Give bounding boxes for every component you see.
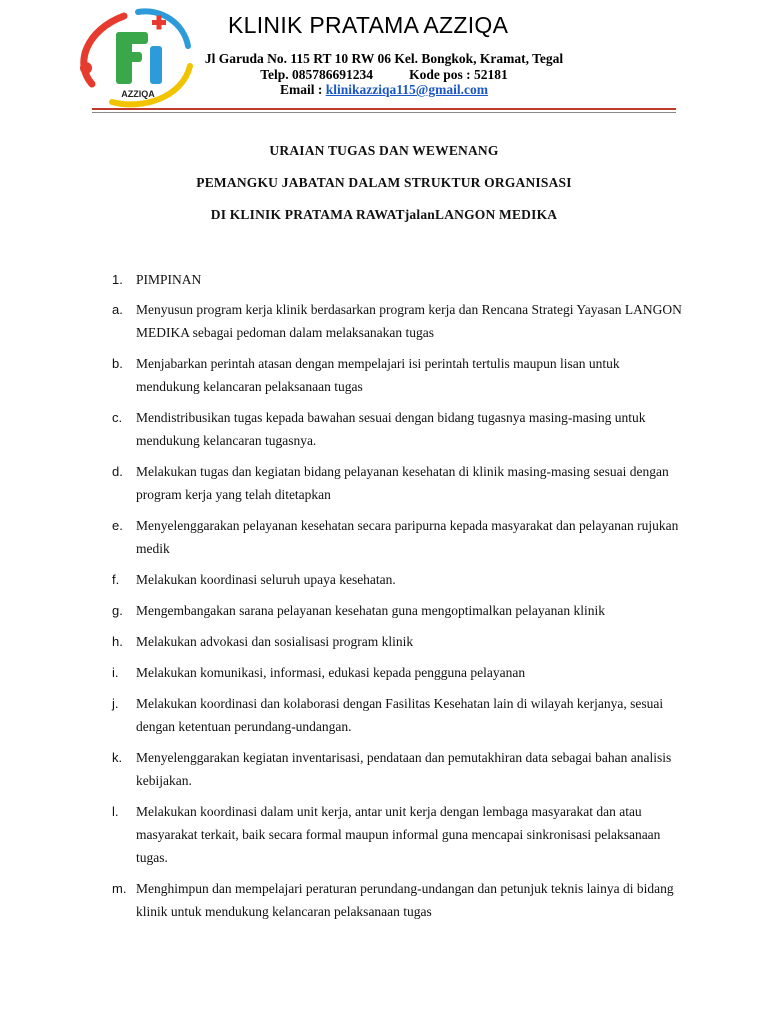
contact-line [0,67,768,83]
item-marker: f. [112,572,120,587]
logo-wordmark: AZZIQA [121,89,155,99]
email-link[interactable]: klinikazziqa115@gmail.com [325,82,488,97]
list-item [112,599,682,622]
section-number: 1. [112,272,123,287]
list-item [112,877,682,923]
item-text: Melakukan tugas dan kegiatan bidang pelayanan kesehatan di klinik masing-masing sesuai dengan program kerja yang telah ditetapkan [136,464,669,502]
document-subtitle-2: DI KLINIK PRATAMA RAWATjalanLANGON MEDIKA [210,207,558,222]
item-marker: d. [112,464,123,479]
email-label: Email : [280,82,326,97]
item-text: Menyelenggarakan kegiatan inventarisasi, pendataan dan pemutakhiran data sebagai bahan analisis kebijakan. [136,750,672,788]
section-title: PIMPINAN [136,272,202,287]
item-text: Menyusun program kerja klinik berdasarkan program kerja dan Rencana Strategi Yayasan LANGON MEDIKA sebagai pedoman dalam melaksanakan tugas [136,302,682,340]
list-item [112,800,682,869]
phone-text: Telp. 085786691234 [260,67,374,82]
list-item [112,460,682,506]
list-item [112,630,682,653]
letterhead-divider [92,108,676,110]
item-text: Melakukan advokasi dan sosialisasi program klinik [136,634,414,649]
item-marker: h. [112,634,123,649]
section-heading [112,268,682,291]
list-item [112,746,682,792]
item-marker: i. [112,665,119,680]
document-title: URAIAN TUGAS DAN WEWENANG [269,143,499,158]
list-item [112,568,682,591]
item-text: Melakukan komunikasi, informasi, edukasi kepada pengguna pelayanan [136,665,526,680]
item-marker: m. [112,881,127,896]
item-marker: c. [112,410,123,425]
item-text: Mendistribusikan tugas kepada bawahan sesuai dengan bidang tugasnya masing-masing untuk mendukung kelancaran tugasnya. [136,410,646,448]
clinic-name: KLINIK PRATAMA AZZIQA [228,12,509,38]
postal-code-text: Kode pos : 52181 [409,67,508,82]
item-text: Melakukan koordinasi seluruh upaya kesehatan. [136,572,396,587]
list-item [112,661,682,684]
item-marker: k. [112,750,123,765]
list-item [112,298,682,344]
item-text: Mengembangakan sarana pelayanan kesehatan guna mengoptimalkan pelayanan klinik [136,603,605,618]
item-marker: e. [112,518,123,533]
item-marker: a. [112,302,123,317]
item-marker: b. [112,356,123,371]
item-text: Melakukan koordinasi dan kolaborasi dengan Fasilitas Kesehatan lain di wilayah kerjanya, sesuai dengan ketentuan perundang-undangan. [136,696,664,734]
item-text: Menghimpun dan mempelajari peraturan perundang-undangan dan petunjuk teknis lainya di bidang klinik untuk mendukung kelancaran pelaksanaan tugas [136,881,674,919]
item-text: Menjabarkan perintah atasan dengan mempelajari isi perintah tertulis maupun lisan untuk mendukung kelancaran pelaksanaan tugas [136,356,620,394]
letterhead-divider-thin [92,112,676,113]
item-marker: g. [112,603,123,618]
list-item [112,514,682,560]
clinic-address [0,51,768,67]
item-marker: j. [112,696,119,711]
item-text: Menyelenggarakan pelayanan kesehatan secara paripurna kepada masyarakat dan pelayanan rujukan medik [136,518,679,556]
list-item [112,352,682,398]
email-line [0,82,768,98]
item-text: Melakukan koordinasi dalam unit kerja, antar unit kerja dengan lembaga masyarakat dan atau masyarakat terkait, baik secara formal maupun informal guna mencapai sinkronisasi pelaksanaan tugas. [136,804,661,865]
address-text: Jl Garuda No. 115 RT 10 RW 06 Kel. Bongkok, Kramat, Tegal [204,51,564,66]
list-item [112,692,682,738]
duties-list [112,268,682,931]
document-subtitle: PEMANGKU JABATAN DALAM STRUKTUR ORGANISASI [196,175,572,190]
list-item [112,406,682,452]
item-marker: l. [112,804,119,819]
